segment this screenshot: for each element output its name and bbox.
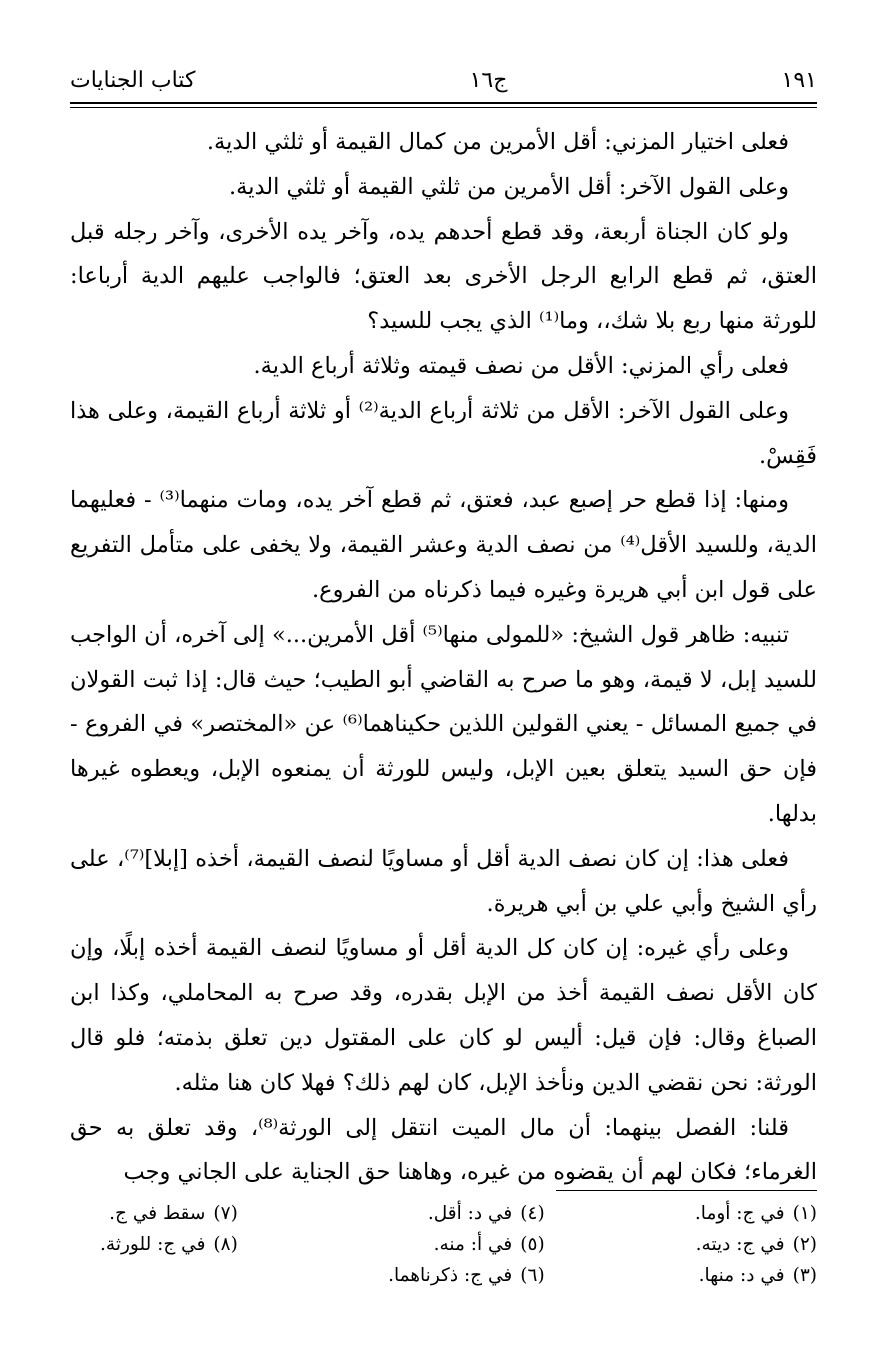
paragraph: وعلى رأي غيره: إن كان كل الدية أقل أو مساويًا لنصف القيمة أخذه إبلًا، وإن كان الأقل نصف القيمة أخذ من الإبل بقدره، وقد صرح به المحاملي، وكذا ابن الصباغ وقال: فإن قيل: أليس لو كان على المقتول دين تعلق بذمته؛ فلو قال الورثة: نحن نقضي الدين ونأخذ الإبل، كان لهم ذلك؟ فهلا كان هنا مثله. xyxy=(70,935,817,1096)
footnote: (٥)في أ: منه. xyxy=(433,1234,545,1255)
paragraph: فعلى اختيار المزني: أقل الأمرين من كمال القيمة أو ثلثي الدية. xyxy=(206,129,789,155)
footnote-column xyxy=(388,1198,545,1291)
page-number: ١٩١ xyxy=(781,67,817,93)
page-header xyxy=(70,58,817,102)
paragraph: قلنا: الفصل بينهما: أن مال الميت انتقل إلى الورثة⁽⁸⁾، وقد تعلق به حق الغرماء؛ فكان لهم أن يقضوه من غيره، وهاهنا حق الجناية على الجاني وجب xyxy=(70,1114,817,1186)
footnote: (٨)في ج: للورثة. xyxy=(100,1234,238,1255)
paragraph: ولو كان الجناة أربعة، وقد قطع أحدهم يده، وآخر يده الأخرى، وآخر رجله قبل العتق، ثم قطع الرابع الرجل الأخرى بعد العتق؛ فالواجب عليهم الدية أرباعا: للورثة منها ربع بلا شك،، وما⁽¹⁾ الذي يجب للسيد؟ xyxy=(70,218,817,335)
volume-label: ج١٦ xyxy=(469,67,508,93)
paragraph: فعلى هذا: إن كان نصف الدية أقل أو مساويًا لنصف القيمة، أخذه [إبلا]⁽⁷⁾، على رأي الشيخ وأبي علي بن أبي هريرة. xyxy=(70,845,817,917)
paragraph: وعلى القول الآخر: أقل الأمرين من ثلثي القيمة أو ثلثي الدية. xyxy=(229,173,789,200)
footnote: (٢)في ج: ديته. xyxy=(695,1234,817,1255)
footnote: (١)في ج: أوما. xyxy=(694,1203,817,1224)
footnote: (٧)سقط في ج. xyxy=(109,1203,238,1224)
book-title: كتاب الجنايات xyxy=(70,67,196,93)
header-rule-thin xyxy=(70,107,817,108)
footnote: (٤)في د: أقل. xyxy=(427,1203,545,1224)
paragraph: ومنها: إذا قطع حر إصبع عبد، فعتق، ثم قطع آخر يده، ومات منهما⁽³⁾ - فعليهما الدية، وللسيد الأقل⁽⁴⁾ من نصف الدية وعشر القيمة، ولا يخفى على متأمل التفريع على قول ابن أبي هريرة وغيره فيما ذكرناه من الفروع. xyxy=(70,487,817,603)
paragraph: وعلى القول الآخر: الأقل من ثلاثة أرباع الدية⁽²⁾ أو ثلاثة أرباع القيمة، وعلى هذا فَقِسْ. xyxy=(70,397,817,469)
paragraph: تنبيه: ظاهر قول الشيخ: «للمولى منها⁽⁵⁾ أقل الأمرين...» إلى آخره، أن الواجب للسيد إبل، لا قيمة، وهو ما صرح به القاضي أبو الطيب؛ حيث قال: إذا ثبت القولان في جميع المسائل - يعني القولين اللذين حكيناهما⁽⁶⁾ عن «المختصر» في الفروع - فإن حق السيد يتعلق بعين الإبل، وليس للورثة أن يمنعوه الإبل، ويعطوه غيرها بدلها. xyxy=(70,621,818,827)
footnote-column xyxy=(100,1198,238,1291)
footnote: (٣)في د: منها. xyxy=(698,1265,817,1286)
footnote: (٦)في ج: ذكرناهما. xyxy=(388,1265,545,1286)
footnote-column xyxy=(695,1198,817,1291)
footnotes xyxy=(100,1198,817,1291)
paragraph: فعلى رأي المزني: الأقل من نصف قيمته وثلاثة أرباع الدية. xyxy=(253,352,789,379)
body-text xyxy=(70,120,817,1195)
footnote-rule xyxy=(556,1190,817,1191)
header-rule xyxy=(70,102,817,104)
